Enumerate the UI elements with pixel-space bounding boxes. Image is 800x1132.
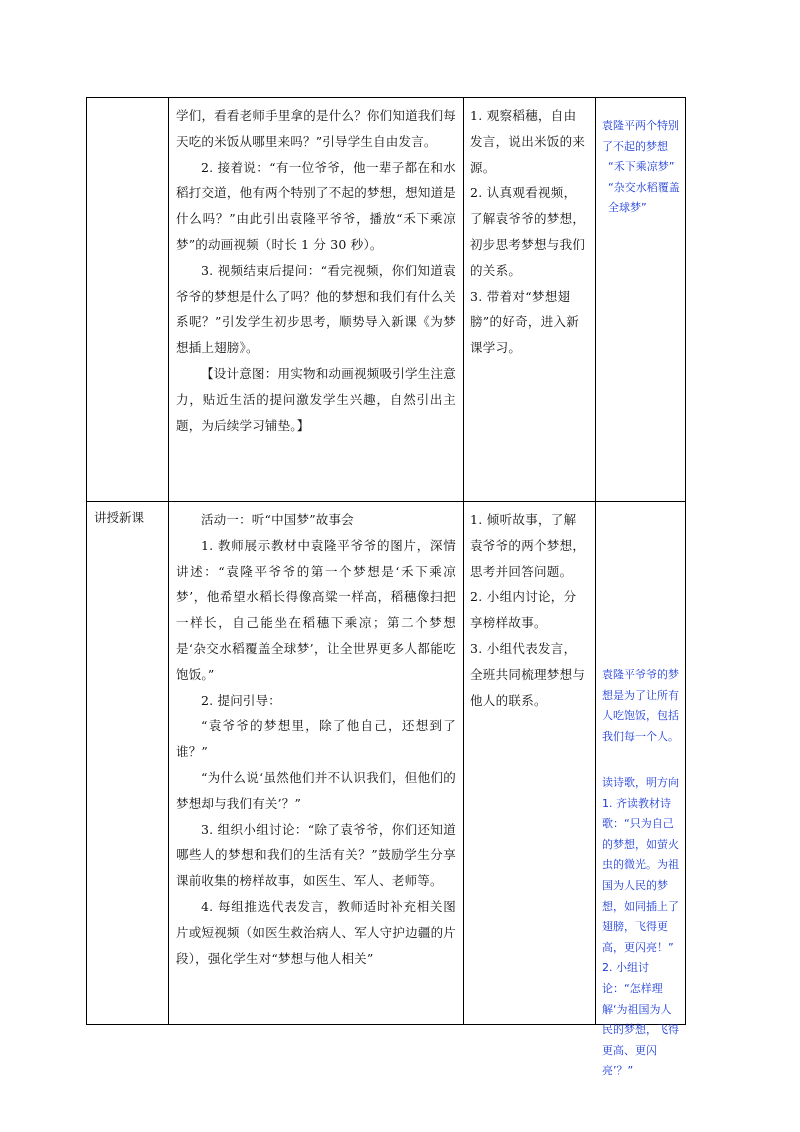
teacher-paragraph: 学们，看看老师手里拿的是什么？你们知道我们每天吃的米饭从哪里来吗？”引导学生自由发言。 bbox=[176, 108, 456, 149]
student-paragraph: 2. 认真观看视频，了解袁爷爷的梦想，初步思考梦想与我们的关系。 bbox=[470, 185, 586, 278]
teacher-paragraph: 4. 每组推选代表发言，教师适时补充相关图片或短视频（如医生救治病人、军人守护边疆的片段），强化学生对“梦想与他人相关” bbox=[176, 898, 456, 966]
teacher-paragraph: “袁爷爷的梦想里，除了他自己，还想到了谁？” bbox=[176, 718, 456, 760]
note-line: 袁隆平爷爷的梦想是为了让所有人吃饱饭，包括我们每一个人。 bbox=[602, 668, 679, 743]
activity-title: 活动一：听“中国梦”故事会 bbox=[201, 512, 354, 527]
teacher-paragraph: 1. 教师展示教材中袁隆平爷爷的图片，深情讲述：“袁隆平爷爷的第一个梦想是‘禾下乘凉梦’，他希望水稻长得像高粱一样高，稻穗像扫把一样长，自己能坐在稻穗下乘凉；第二个梦想是‘杂交水稻覆盖全球梦’，让全世界更多人都能吃饱饭。” bbox=[176, 537, 456, 682]
note-title: 读诗歌，明方向 bbox=[602, 776, 679, 789]
design-intent: 【设计意图：用实物和动画视频吸引学生注意力，贴近生活的提问激发学生兴趣，自然引出主题，为后续学习铺垫。】 bbox=[176, 365, 456, 433]
teacher-paragraph: 3. 组织小组讨论：“除了袁爷爷，你们还知道哪些人的梦想和我们的生活有关？”鼓励学生分享课前收集的榜样故事，如医生、军人、老师等。 bbox=[176, 821, 456, 889]
student-paragraph: 3. 小组代表发言，全班共同梳理梦想与他人的联系。 bbox=[470, 640, 586, 708]
teacher-paragraph: 3. 视频结束后提问：“看完视频，你们知道袁爷爷的梦想是什么了吗？他的梦想和我们有什么关系呢？”引发学生初步思考，顺势导入新课《为梦想插上翅膀》。 bbox=[176, 262, 456, 356]
stage-cell bbox=[86, 97, 169, 502]
student-paragraph: 3. 带着对“梦想翅膀”的好奇，进入新课学习。 bbox=[470, 288, 580, 356]
teacher-paragraph: 2. 提问引导： bbox=[201, 692, 281, 708]
student-activity-cell bbox=[463, 502, 596, 1025]
stage-cell bbox=[86, 502, 169, 1025]
student-paragraph: 1. 观察稻穗，自由发言，说出米饭的来源。 bbox=[470, 108, 586, 175]
teacher-paragraph: 2. 接着说：“有一位爷爷，他一辈子都在和水稻打交道，他有两个特别了不起的梦想，想知道是什么吗？”由此引出袁隆平爷爷，播放“禾下乘凉梦”的动画视频（时长 1 分 30 秒）。 bbox=[176, 159, 456, 252]
teacher-activity-cell bbox=[168, 502, 464, 1025]
note-block bbox=[602, 665, 681, 747]
notes-cell bbox=[595, 97, 686, 502]
note-line: 袁隆平两个特别了不起的梦想 bbox=[602, 119, 679, 153]
student-activity-cell bbox=[463, 97, 596, 502]
note-block bbox=[602, 773, 681, 1082]
note-line: “禾下乘凉梦” bbox=[608, 160, 675, 174]
notes-cell bbox=[595, 502, 686, 1078]
note-line: “杂交水稻覆盖全球梦” bbox=[608, 180, 680, 215]
student-paragraph: 1. 倾听故事，了解袁爷爷的两个梦想，思考并回答问题。 bbox=[470, 512, 586, 579]
teacher-paragraph: “为什么说‘虽然他们并不认识我们，但他们的梦想却与我们有关’？” bbox=[176, 769, 456, 811]
table-row bbox=[86, 97, 686, 502]
student-paragraph: 2. 小组内讨论，分享榜样故事。 bbox=[470, 589, 577, 631]
stage-label: 讲授新课 bbox=[94, 510, 145, 525]
note-line: 2. 小组讨论：“怎样理解‘为祖国为人民的梦想，飞得更高、更闪亮’？” bbox=[602, 961, 679, 1078]
table-row bbox=[86, 502, 686, 1078]
stage-label bbox=[87, 98, 168, 104]
note-line: 1. 齐读教材诗歌：“只为自己的梦想，如萤火虫的微光。为祖国为人民的梦想，如同插上了翅膀，飞得更高，更闪亮！” bbox=[602, 796, 679, 954]
lesson-plan-table bbox=[86, 97, 686, 1078]
note-block bbox=[602, 116, 681, 219]
teacher-activity-cell bbox=[168, 97, 464, 502]
